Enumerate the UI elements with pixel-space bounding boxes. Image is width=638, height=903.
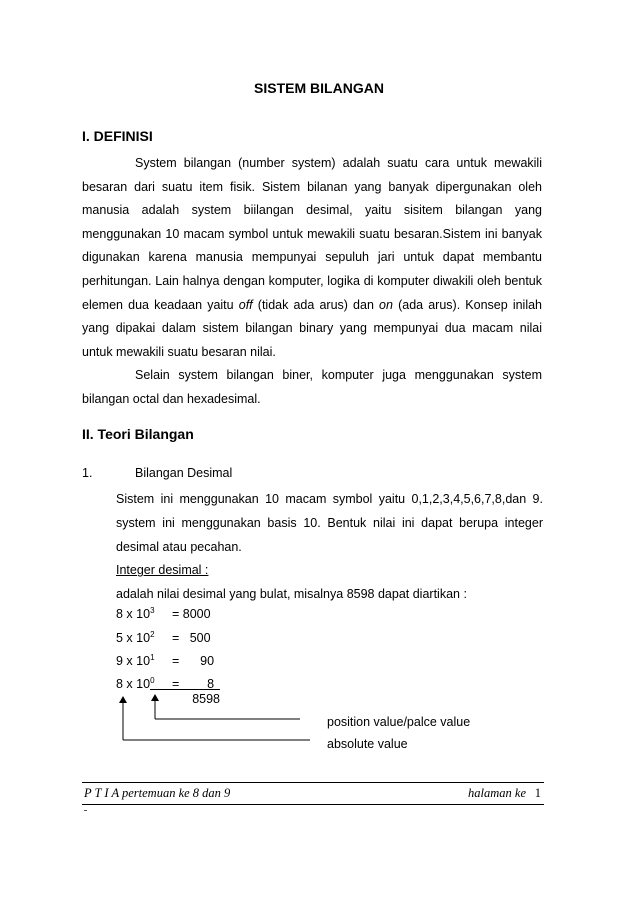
footer-course: P T I A pertemuan ke 8 dan 9: [84, 786, 231, 800]
integer-text: adalah nilai desimal yang bulat, misalnya 8598 dapat diartikan :: [116, 587, 467, 602]
section-heading-definisi: I. DEFINISI: [82, 128, 153, 144]
item-label: Bilangan Desimal: [135, 466, 233, 480]
arrow-head-position-icon: [151, 694, 159, 701]
item-number: 1.: [82, 466, 93, 480]
integer-heading: Integer desimal :: [116, 563, 209, 578]
footer-tick-mark: [84, 810, 87, 811]
footer-page-number: 1: [534, 786, 541, 800]
annotation-absolute-value: absolute value: [327, 737, 408, 751]
annotation-position-value: position value/palce value: [327, 715, 471, 729]
definisi-paragraph-1: System bilangan (number system) adalah suatu cara untuk mewakili besaran dari suatu item fisik. Sistem bilanan yang banyak dipergunakan oleh manusia adalah system biilangan desimal, yaitu sisitem bilangan yang menggunakan 10 macam symbol untuk mewakili suatu besaran.Sistem ini banyak digunakan karena manusia mempunyai sepuluh jari untuk dapat membantu perhitungan. Lain halnya dengan komputer, logika di komputer diwakili oleh bentuk elemen dua keadaan yaitu off (tidak ada arus) dan on (ada arus). Konsep inilah yang dipakai dalam sistem bilangan binary yang mempunyai dua macam nilai untuk mewakili suatu besaran nilai.: [82, 156, 543, 359]
on-term: on: [379, 297, 393, 312]
definisi-paragraph-2: Selain system bilangan biner, komputer juga menggunakan system bilangan octal dan hexadesimal.: [82, 368, 542, 406]
desimal-description: Sistem ini menggunakan 10 macam symbol yaitu 0,1,2,3,4,5,6,7,8,dan 9. system ini menggunakan basis 10. Bentuk nilai ini dapat berupa integer desimal atau pecahan.: [116, 492, 543, 554]
page-title: SISTEM BILANGAN: [254, 80, 384, 96]
off-term: off: [238, 297, 253, 312]
footer-page-label: halaman ke: [468, 786, 526, 800]
page-footer: [82, 782, 544, 805]
section-heading-teori: II. Teori Bilangan: [82, 426, 194, 442]
sum-value: 8598: [150, 689, 220, 706]
arrow-head-absolute-icon: [119, 696, 127, 703]
